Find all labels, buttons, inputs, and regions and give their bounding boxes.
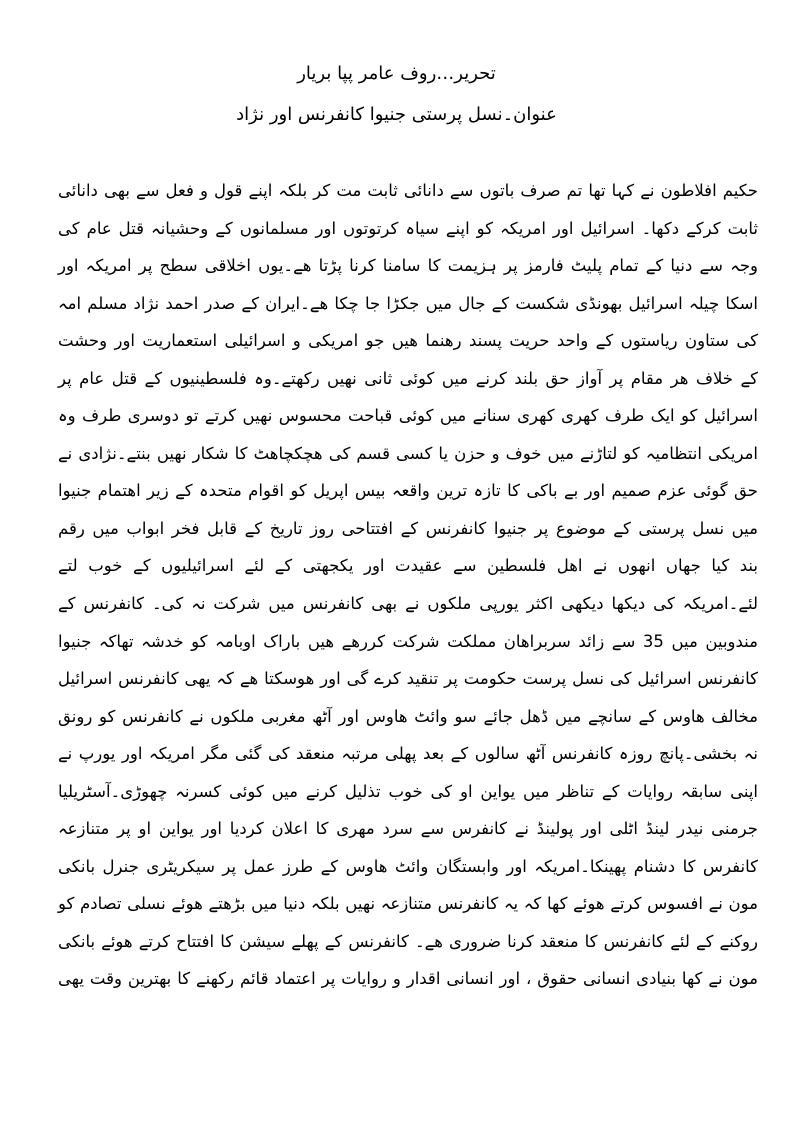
- article-body: [58, 172, 758, 998]
- body-line: امریکی انتظامیہ کو لتاڑنے میں خوف و حزن یا کسی قسم کی ھچکچاھٹ کا شکار نھیں بنتے۔نژادی نے: [58, 443, 758, 463]
- article-title: عنوان۔نسل پرستی جنیوا کانفرنس اور نژاد: [236, 104, 557, 125]
- body-line: میں نسل پرستی کے موضوع پر جنیوا کانفرنس کے افتتاحی روز تاریخ کے قابل فخر ابواب میں رقم: [58, 518, 758, 538]
- body-line: نہ بخشی۔پانچ روزہ کانفرنس آٹھ سالوں کے بعد پھلی مرتبہ منعقد کی گئی مگر امریکہ اور یورپ نے: [58, 744, 758, 764]
- body-line: اسرائیل کو ایک طرف کھری کھری سنانے میں کوئی قباحت محسوس نھیں کرتے تو دوسری طرف وہ: [58, 406, 758, 426]
- body-line: جرمنی نیدر لینڈ اٹلی اور پولینڈ نے کانفرس سے سرد مھری کا اعلان کردیا اور یواین او پر متنازعہ: [58, 819, 758, 839]
- body-line: اپنی سابقہ روایات کے تناظر میں یواین او کی خوب تذلیل کرنے میں کوئی کسرنہ چھوڑی۔آسٹریلیا: [58, 781, 758, 801]
- body-line: وجہ سے دنیا کے تمام پلیٹ فارمز پر ہزیمت کا سامنا کرنا پڑتا ھے۔یوں اخلاقی سطح پر امریکہ اور: [58, 256, 758, 276]
- body-line: کانفرس کا دشنام پھینکا۔امریکہ اور وابستگان وائٹ ھاوس کے طرز عمل پر سیکریٹری جنرل بانکی: [58, 856, 758, 876]
- body-line: کی ستاون ریاستوں کے واحد حریت پسند رھنما ھیں جو امریکی و اسرائیلی استعماریت اور وحشت: [58, 331, 758, 351]
- body-line: کانفرنس اسرائیل کی نسل پرست حکومت پر تنقید کرے گی اور ھوسکتا ھے کہ یھی کانفرنس اسرائیل: [58, 669, 758, 689]
- body-line: حق گوئی عزم صمیم اور بے باکی کا تازہ ترین واقعہ بیس اپریل کو اقوام متحدہ کے زیر اھتمام جنیوا: [58, 481, 758, 501]
- body-line: ثابت کرکے دکھا۔ اسرائیل اور امریکہ کو اپنے سیاہ کرتوتوں اور مسلمانوں کے وحشیانہ قتل عام کی: [58, 218, 758, 238]
- body-line: مون نے کھا بنیادی انسانی حقوق ، اور انسانی اقدار و روایات پر اعتماد قائم رکھنے کا بھترین وقت یھی: [58, 969, 758, 989]
- body-line: مون نے افسوس کرتے ھوئے کھا کہ یہ کانفرنس متنازعہ نھیں بلکہ دنیا میں بڑھتے ھوئے نسلی تصادم کو: [58, 894, 758, 914]
- author-line: تحریر…روف عامر پپا بریار: [297, 63, 496, 84]
- body-line: مندوبین میں 35 سے زائد سربراھان مملکت شرکت کررھے ھیں باراک اوبامہ کو خدشہ تھاکہ جنیوا: [58, 631, 758, 651]
- body-line: کے خلاف ھر مقام پر آواز حق بلند کرنے میں کوئی ثانی نھیں رکھتے۔وہ فلسطینیوں کے قتل عام پر: [58, 368, 758, 388]
- body-line: لئے۔امریکہ کی دیکھا دیکھی اکثر یورپی ملکوں نے بھی کانفرنس میں شرکت نہ کی۔ کانفرنس کے: [58, 594, 758, 614]
- body-line: اسکا چیلہ اسرائیل بھونڈی شکست کے جال میں جکڑا جا چکا ھے۔ایران کے صدر احمد نژاد مسلم امہ: [58, 293, 758, 313]
- body-line: بند کیا جھاں انھوں نے اھل فلسطین سے عقیدت اور یکجھتی کے لئے اسرائیلیوں کے خوب لتے: [58, 556, 758, 576]
- body-line: مخالف ھاوس کے سانچے میں ڈھل جائے سو وائٹ ھاوس اور آٹھ مغربی ملکوں نے کانفرنس کو رونق: [58, 706, 758, 726]
- body-line: حکیم افلاطون نے کہا تھا تم صرف باتوں سے دانائی ثابت مت کر بلکہ اپنے قول و فعل سے بھی دانائی: [58, 181, 758, 200]
- body-line: روکنے کے لئے کانفرنس کا منعقد کرنا ضروری ھے۔ کانفرنس کے پھلے سیشن کا افتتاح کرتے ھوئے بانکی: [58, 931, 758, 951]
